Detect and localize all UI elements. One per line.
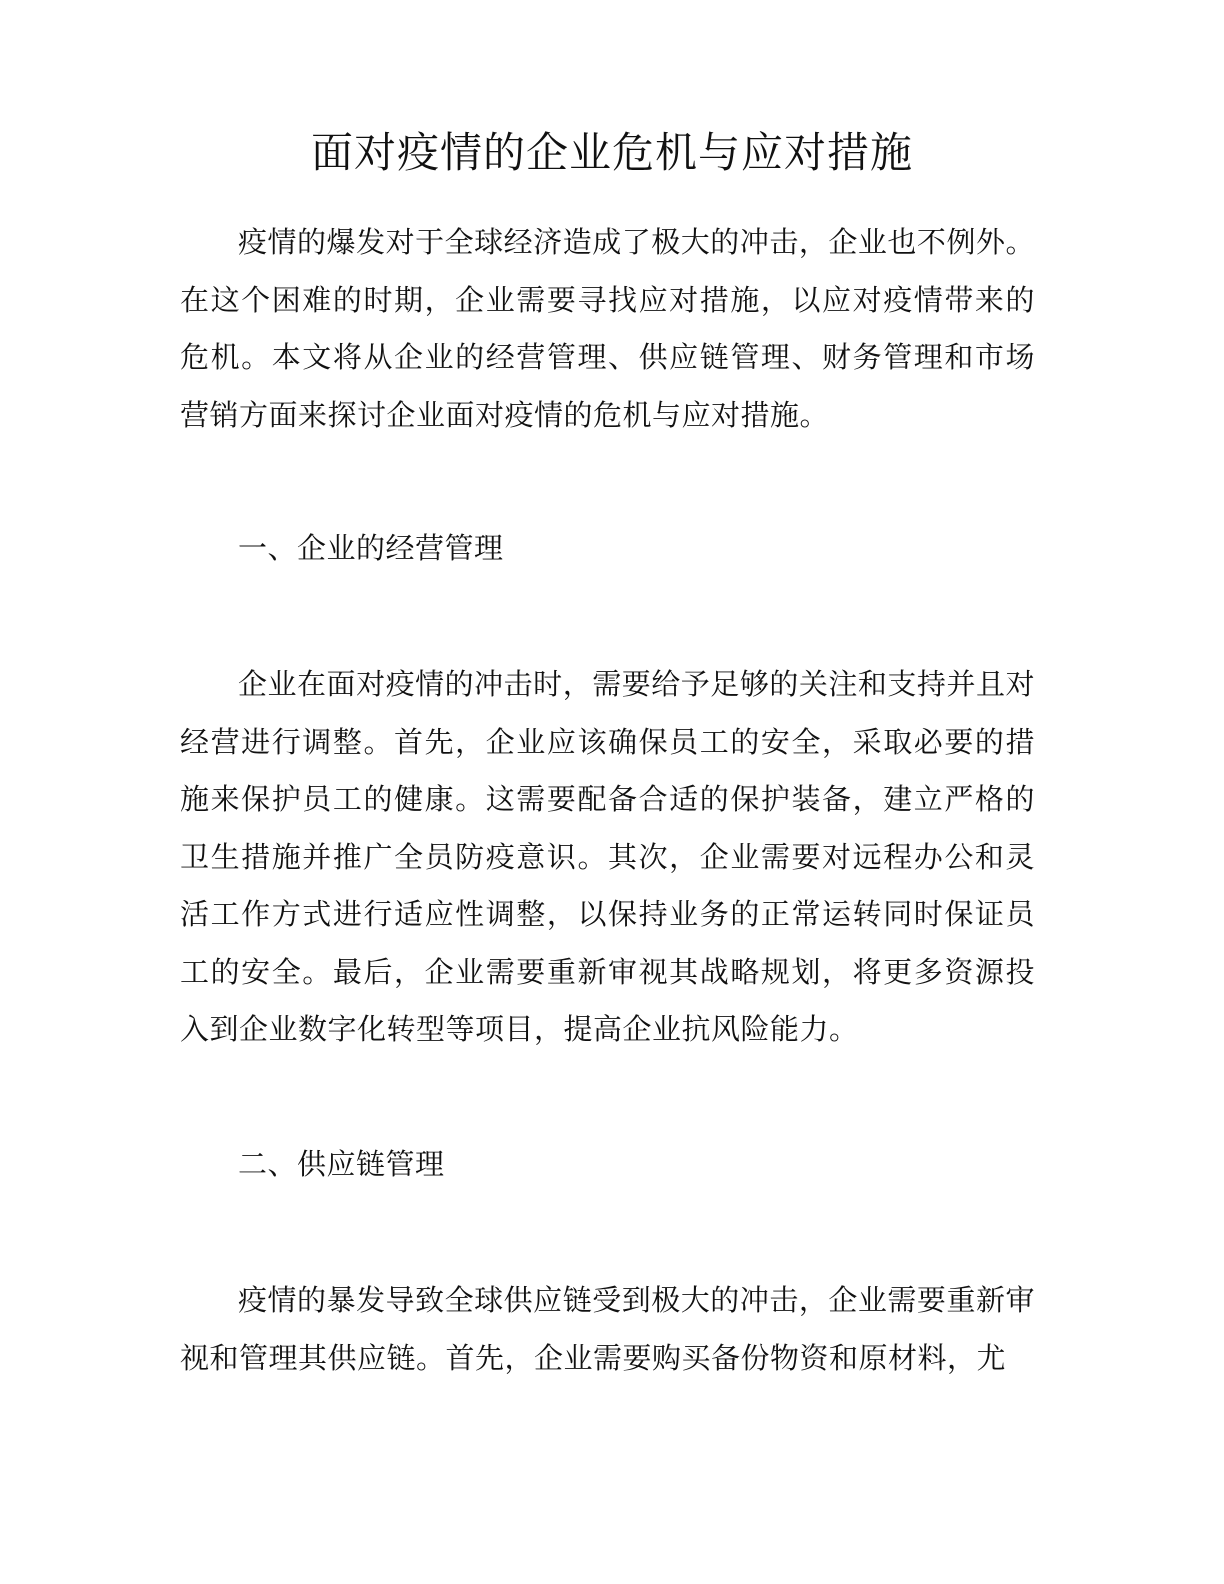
section-body-supply-chain: 疫情的暴发导致全球供应链受到极大的冲击，企业需要重新审视和管理其供应链。首先，企业需要购买备份物资和原材料，尤	[180, 1283, 1035, 1375]
section-body-operations: 企业在面对疫情的冲击时，需要给予足够的关注和支持并且对经营进行调整。首先，企业应该确保员工的安全，采取必要的措施来保护员工的健康。这需要配备合适的保护装备，建立严格的卫生措施并推广全员防疫意识。其次，企业需要对远程办公和灵活工作方式进行适应性调整，以保持业务的正常运转同时保证员工的安全。最后，企业需要重新审视其战略规划，将更多资源投入到企业数字化转型等项目，提高企业抗风险能力。	[180, 667, 1035, 1046]
section-heading-supply-chain: 二、供应链管理	[238, 1147, 445, 1181]
document-title: 面对疫情的企业危机与应对措施	[310, 128, 913, 177]
intro-paragraph: 疫情的爆发对于全球经济造成了极大的冲击，企业也不例外。在这个困难的时期，企业需要寻找应对措施，以应对疫情带来的危机。本文将从企业的经营管理、供应链管理、财务管理和市场营销方面来探讨企业面对疫情的危机与应对措施。	[180, 225, 1035, 432]
section-heading-operations: 一、企业的经营管理	[238, 531, 504, 565]
